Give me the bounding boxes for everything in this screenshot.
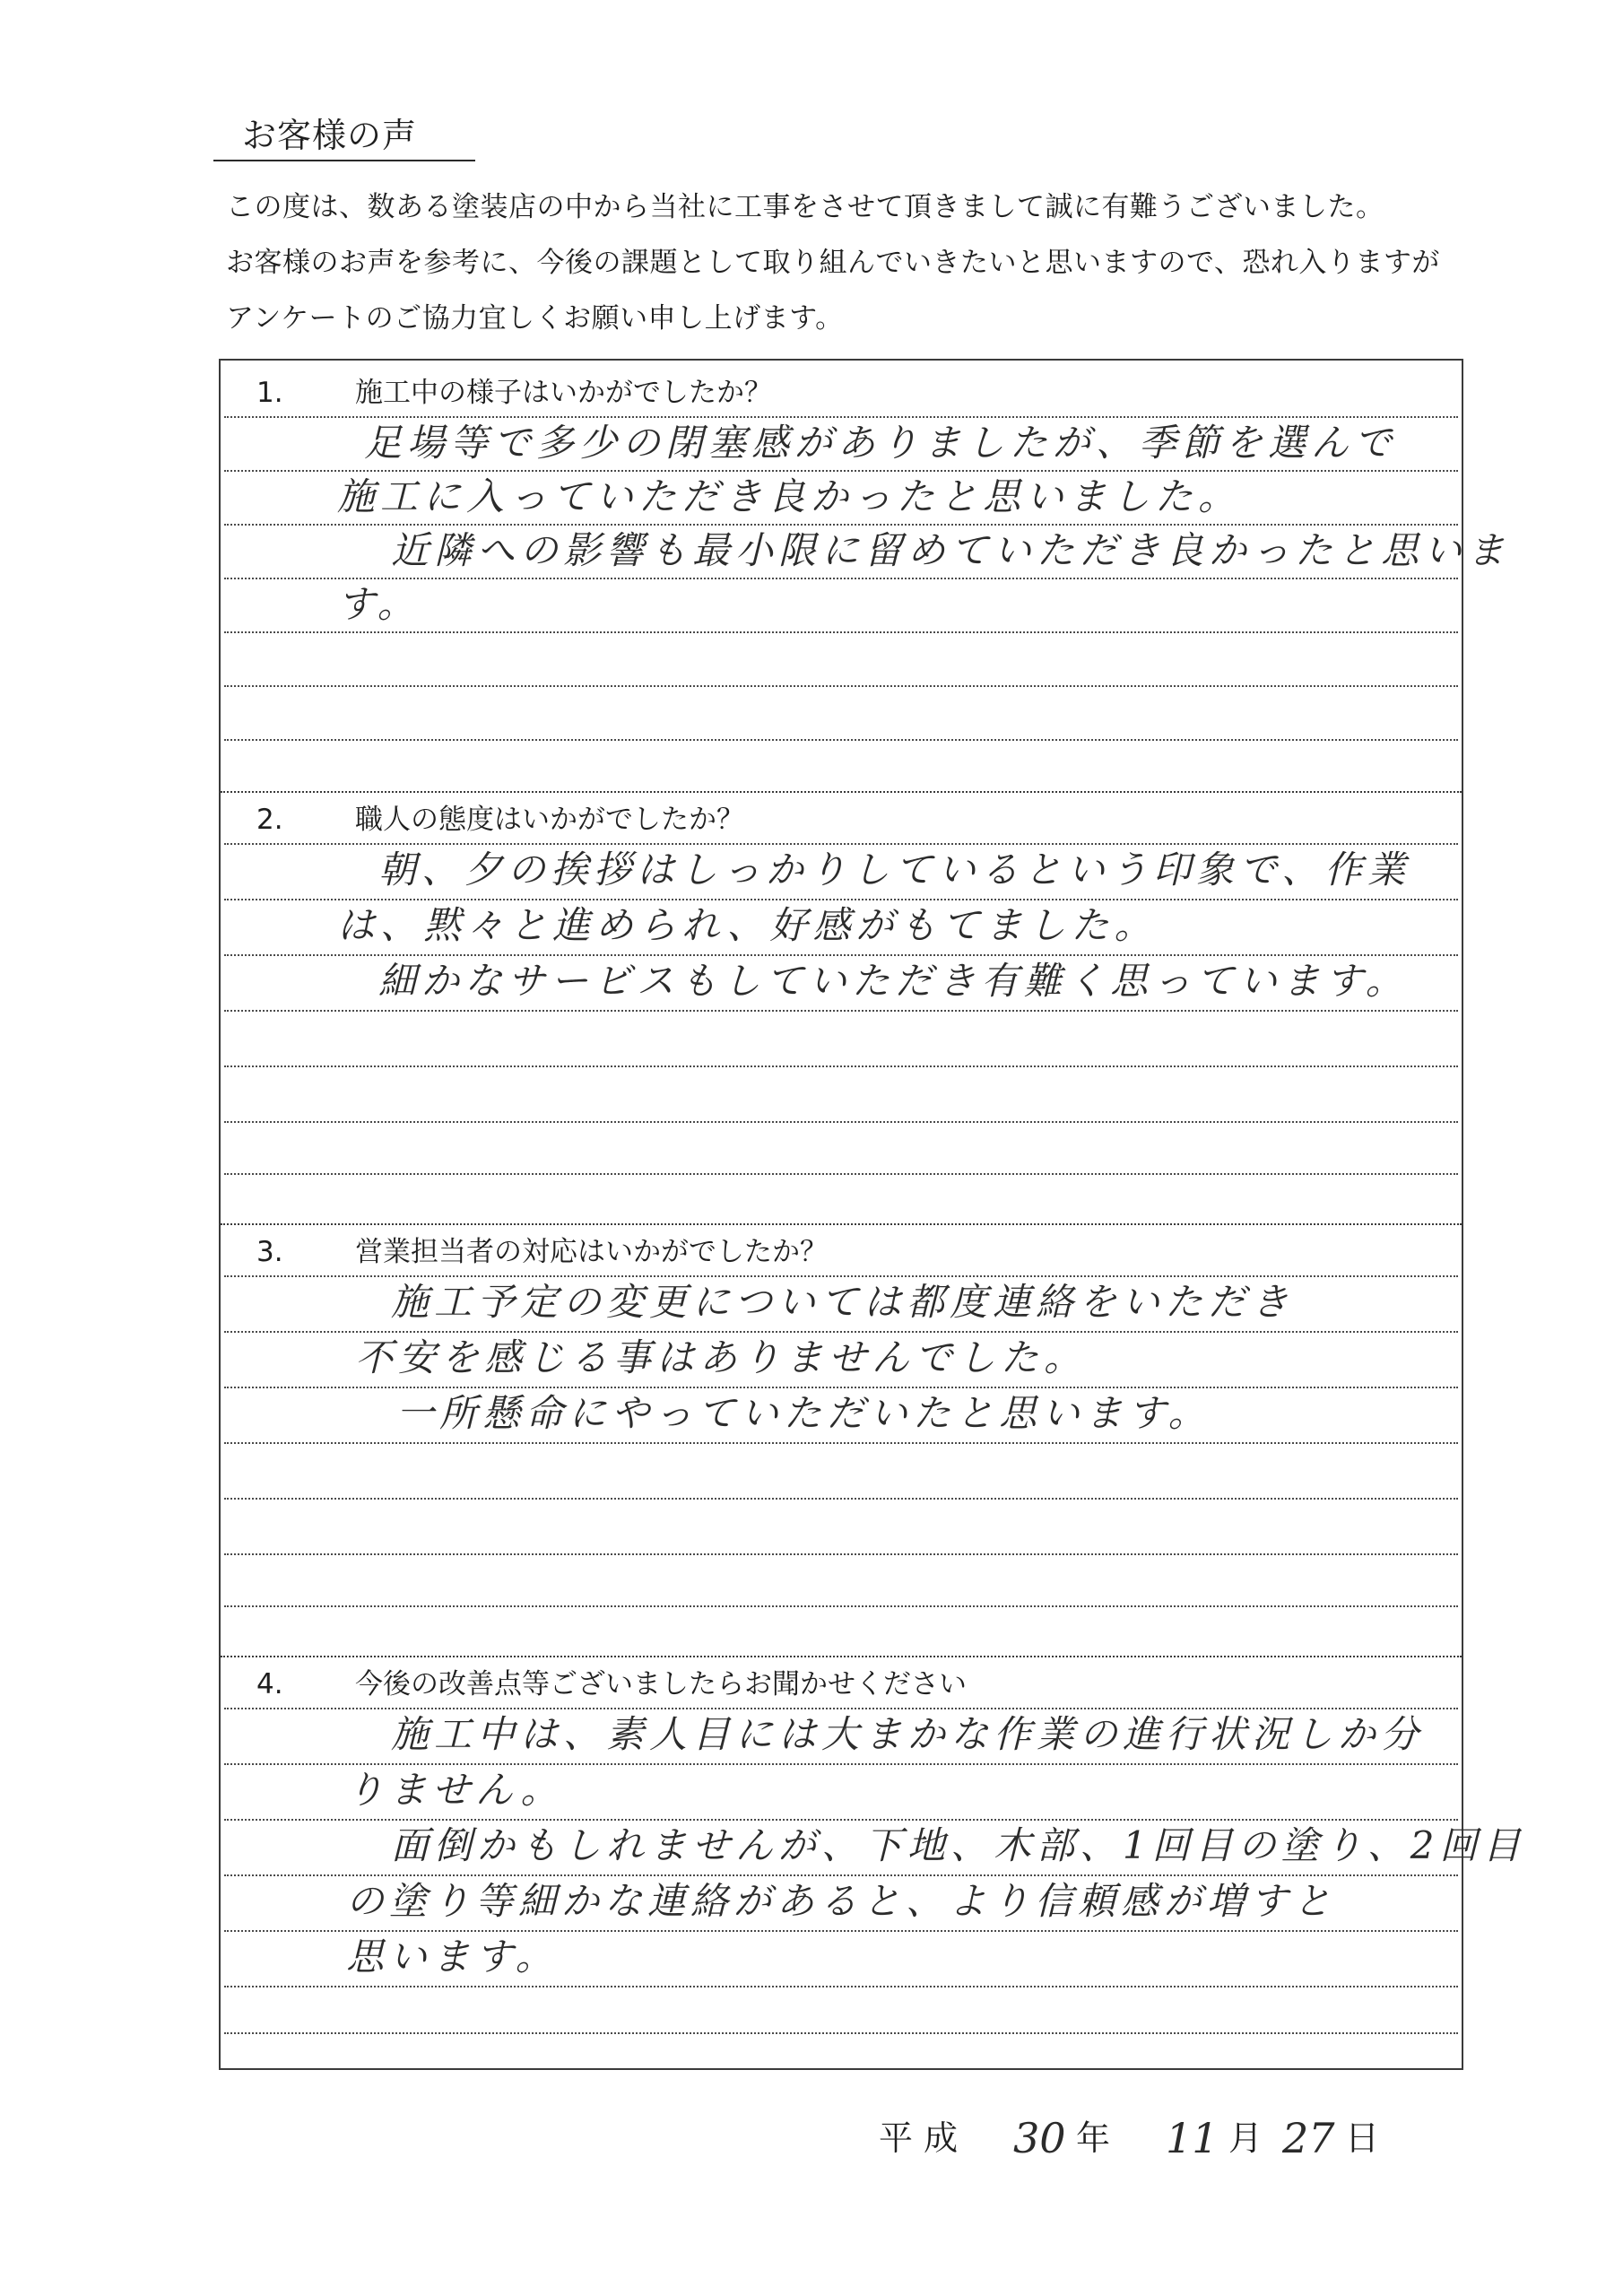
date-month-unit: 月 bbox=[1228, 2118, 1263, 2158]
answer-rule bbox=[224, 1331, 1458, 1333]
answer-rule bbox=[224, 1010, 1458, 1012]
date-month: 11 bbox=[1166, 2114, 1219, 2162]
survey-form bbox=[219, 359, 1526, 2070]
question-number: 4. bbox=[256, 1668, 283, 1700]
answer-rule bbox=[224, 1121, 1458, 1123]
answer-rule bbox=[224, 1819, 1458, 1821]
handwritten-answer-line: 足場等で多少の閉塞感がありましたが、季節を選んで bbox=[364, 421, 1398, 465]
answer-rule bbox=[224, 1173, 1458, 1175]
question-number: 3. bbox=[256, 1236, 283, 1268]
answer-rule bbox=[224, 2032, 1458, 2034]
question-section-4 bbox=[221, 1656, 1526, 2068]
answer-rule bbox=[224, 1708, 1458, 1709]
answer-rule bbox=[224, 843, 1458, 845]
handwritten-answer-line: りません。 bbox=[346, 1768, 564, 1812]
answer-rule bbox=[224, 899, 1458, 900]
survey-date bbox=[879, 2109, 1417, 2167]
answer-rule bbox=[224, 954, 1458, 956]
answer-rule bbox=[224, 1275, 1458, 1277]
answer-rule bbox=[224, 631, 1458, 633]
intro-line: アンケートのご協力宜しくお願い申し上げます。 bbox=[226, 302, 844, 335]
intro-paragraph bbox=[226, 185, 1535, 352]
question-section-1 bbox=[221, 361, 1511, 782]
question-section-2 bbox=[221, 791, 1462, 1222]
handwritten-answer-line: 近隣への影響も最小限に留めていただき良かったと思いま bbox=[391, 528, 1511, 572]
answer-rule bbox=[224, 1605, 1458, 1607]
handwritten-answer-line: 朝、夕の挨拶はしっかりしているという印象で、作業 bbox=[378, 848, 1411, 891]
question-number: 1. bbox=[256, 377, 283, 409]
answer-rule bbox=[224, 1874, 1458, 1876]
intro-line: この度は、数ある塗装店の中から当社に工事をさせて頂きまして誠に有難うございました。 bbox=[226, 191, 1384, 223]
date-day-unit: 日 bbox=[1345, 2118, 1380, 2158]
handwritten-answer-line: 面倒かもしれませんが、下地、木部、1回目の塗り、2回目 bbox=[391, 1823, 1526, 1867]
handwritten-answer-line: 細かなサービスもしていただき有難く思っています。 bbox=[378, 959, 1409, 1003]
answer-rule bbox=[224, 470, 1458, 472]
answer-rule bbox=[224, 1387, 1458, 1388]
answer-rule bbox=[224, 1065, 1458, 1067]
handwritten-answer-line: 一所懸命にやっていただいたと思います。 bbox=[396, 1391, 1211, 1435]
handwritten-answer-line: の塗り等細かな連絡があると、より信頼感が増すと bbox=[346, 1879, 1337, 1923]
answer-rule bbox=[224, 416, 1458, 418]
question-text: 今後の改善点等ございましたらお聞かせください bbox=[355, 1668, 967, 1700]
page-title bbox=[213, 113, 475, 161]
date-era: 平 成 bbox=[879, 2118, 959, 2158]
answer-rule bbox=[224, 1763, 1458, 1765]
handwritten-answer-line: す。 bbox=[337, 582, 421, 626]
handwritten-answer-line: 施工に入っていただき良かったと思いました。 bbox=[337, 474, 1242, 518]
answer-rule bbox=[224, 524, 1458, 526]
handwritten-answer-line: は、黙々と進められ、好感がもてました。 bbox=[337, 903, 1158, 947]
answer-rule bbox=[224, 1930, 1458, 1932]
handwritten-answer-line: 施工予定の変更については都度連絡をいただき bbox=[391, 1280, 1295, 1324]
handwritten-answer-line: 思います。 bbox=[346, 1935, 559, 1979]
answer-rule bbox=[224, 685, 1458, 687]
date-day: 27 bbox=[1282, 2114, 1335, 2162]
handwritten-answer-line: 不安を感じる事はありませんでした。 bbox=[355, 1335, 1088, 1379]
answer-rule bbox=[224, 578, 1458, 579]
question-text: 職人の態度はいかがでしたか？ bbox=[355, 804, 744, 836]
answer-rule bbox=[224, 1442, 1458, 1444]
handwritten-answer-line: 施工中は、素人目には大まかな作業の進行状況しか分 bbox=[391, 1712, 1425, 1756]
page-title-text: お客様の声 bbox=[242, 116, 418, 155]
date-year: 30 bbox=[1013, 2114, 1066, 2162]
answer-rule bbox=[224, 1986, 1458, 1987]
answer-rule bbox=[224, 1498, 1458, 1500]
answer-rule bbox=[224, 1553, 1458, 1555]
question-text: 営業担当者の対応はいかがでしたか？ bbox=[355, 1236, 828, 1268]
intro-line: お客様のお声を参考に、今後の課題として取り組んでいきたいと思いますので、恐れ入りますが bbox=[226, 247, 1440, 279]
date-year-unit: 年 bbox=[1076, 2118, 1111, 2158]
question-section-3 bbox=[221, 1223, 1462, 1654]
question-text: 施工中の様子はいかがでしたか？ bbox=[355, 377, 772, 409]
answer-rule bbox=[224, 739, 1458, 741]
question-number: 2. bbox=[256, 804, 283, 836]
